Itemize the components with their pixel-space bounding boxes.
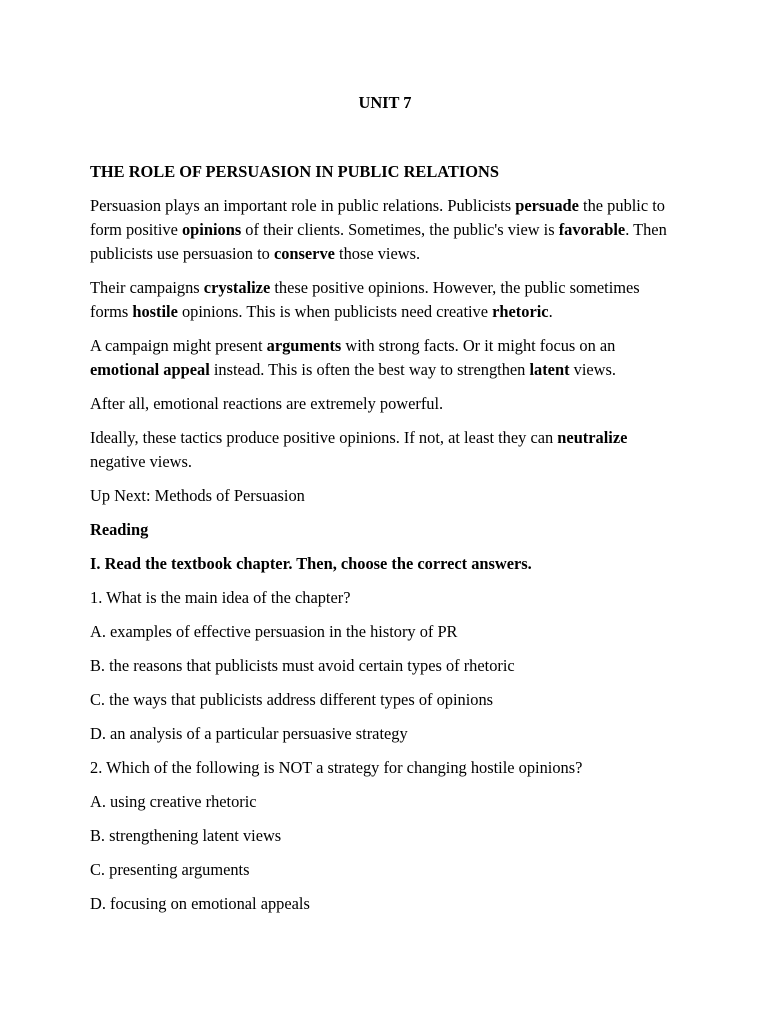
para3-text-1: A campaign might present	[90, 336, 267, 355]
question-2-option-c: C. presenting arguments	[90, 860, 250, 879]
para1-term-persuade: persuade	[515, 196, 579, 215]
up-next-text: Up Next: Methods of Persuasion	[90, 486, 305, 505]
para1-term-favorable: favorable	[558, 220, 626, 239]
para2-term-crystalize: crystalize	[203, 278, 271, 297]
para5-text-2: negative views.	[90, 452, 192, 471]
question-2-option-d: D. focusing on emotional appeals	[90, 894, 310, 913]
para3-term-emotional-appeal: emotional appeal	[90, 360, 210, 379]
paragraph-2	[90, 276, 680, 324]
para2-text-2: these positive opinions. However, the public sometimes forms	[90, 278, 640, 321]
para2-text-1: Their campaigns	[90, 278, 204, 297]
para1-text-1: Persuasion plays an important role in public relations. Publicists	[90, 196, 516, 215]
para2-text-4: .	[548, 302, 553, 321]
para5-text-1: Ideally, these tactics produce positive opinions. If not, at least they can	[90, 428, 558, 447]
paragraph-5	[90, 426, 680, 474]
question-2-option-b: B. strengthening latent views	[90, 826, 282, 845]
para1-text-3: of their clients. Sometimes, the public's view is	[241, 220, 559, 239]
para2-term-rhetoric: rhetoric	[492, 302, 549, 321]
reading-heading	[90, 518, 680, 542]
reading-heading-label: Reading	[90, 520, 149, 539]
para3-text-3: instead. This is often the best way to strengthen	[209, 360, 530, 379]
para1-term-conserve: conserve	[273, 244, 335, 263]
para1-text-5: those views.	[334, 244, 421, 263]
question-2-option-a: A. using creative rhetoric	[90, 792, 257, 811]
para3-term-latent: latent	[529, 360, 570, 379]
para2-text-3: opinions. This is when publicists need creative	[177, 302, 493, 321]
question-1-option-b: B. the reasons that publicists must avoid certain types of rhetoric	[90, 656, 515, 675]
para1-text-4: . Then publicists use persuasion to	[90, 220, 667, 263]
para1-text-2: the public to form positive	[90, 196, 665, 239]
question-2-prompt: 2. Which of the following is NOT a strategy for changing hostile opinions?	[90, 758, 583, 777]
para3-term-arguments: arguments	[266, 336, 342, 355]
question-1-option-c: C. the ways that publicists address different types of opinions	[90, 690, 494, 709]
question-1-option-a: A. examples of effective persuasion in the history of PR	[90, 622, 458, 641]
question-1-prompt: 1. What is the main idea of the chapter?	[90, 588, 351, 607]
section-title: THE ROLE OF PERSUASION IN PUBLIC RELATIONS	[90, 162, 499, 181]
instruction	[90, 552, 680, 576]
para2-term-hostile: hostile	[132, 302, 178, 321]
question-1-option-d: D. an analysis of a particular persuasive strategy	[90, 724, 408, 743]
para3-text-2: with strong facts. Or it might focus on an	[341, 336, 616, 355]
paragraph-3	[90, 334, 680, 382]
unit-title: UNIT 7	[358, 93, 412, 112]
para5-term-neutralize: neutralize	[557, 428, 628, 447]
instruction-label: I. Read the textbook chapter. Then, choose the correct answers.	[90, 554, 532, 573]
paragraph-4: After all, emotional reactions are extremely powerful.	[90, 394, 444, 413]
para3-text-4: views.	[569, 360, 616, 379]
para1-term-opinions: opinions	[181, 220, 242, 239]
paragraph-1	[90, 194, 680, 266]
document-page	[90, 91, 680, 916]
